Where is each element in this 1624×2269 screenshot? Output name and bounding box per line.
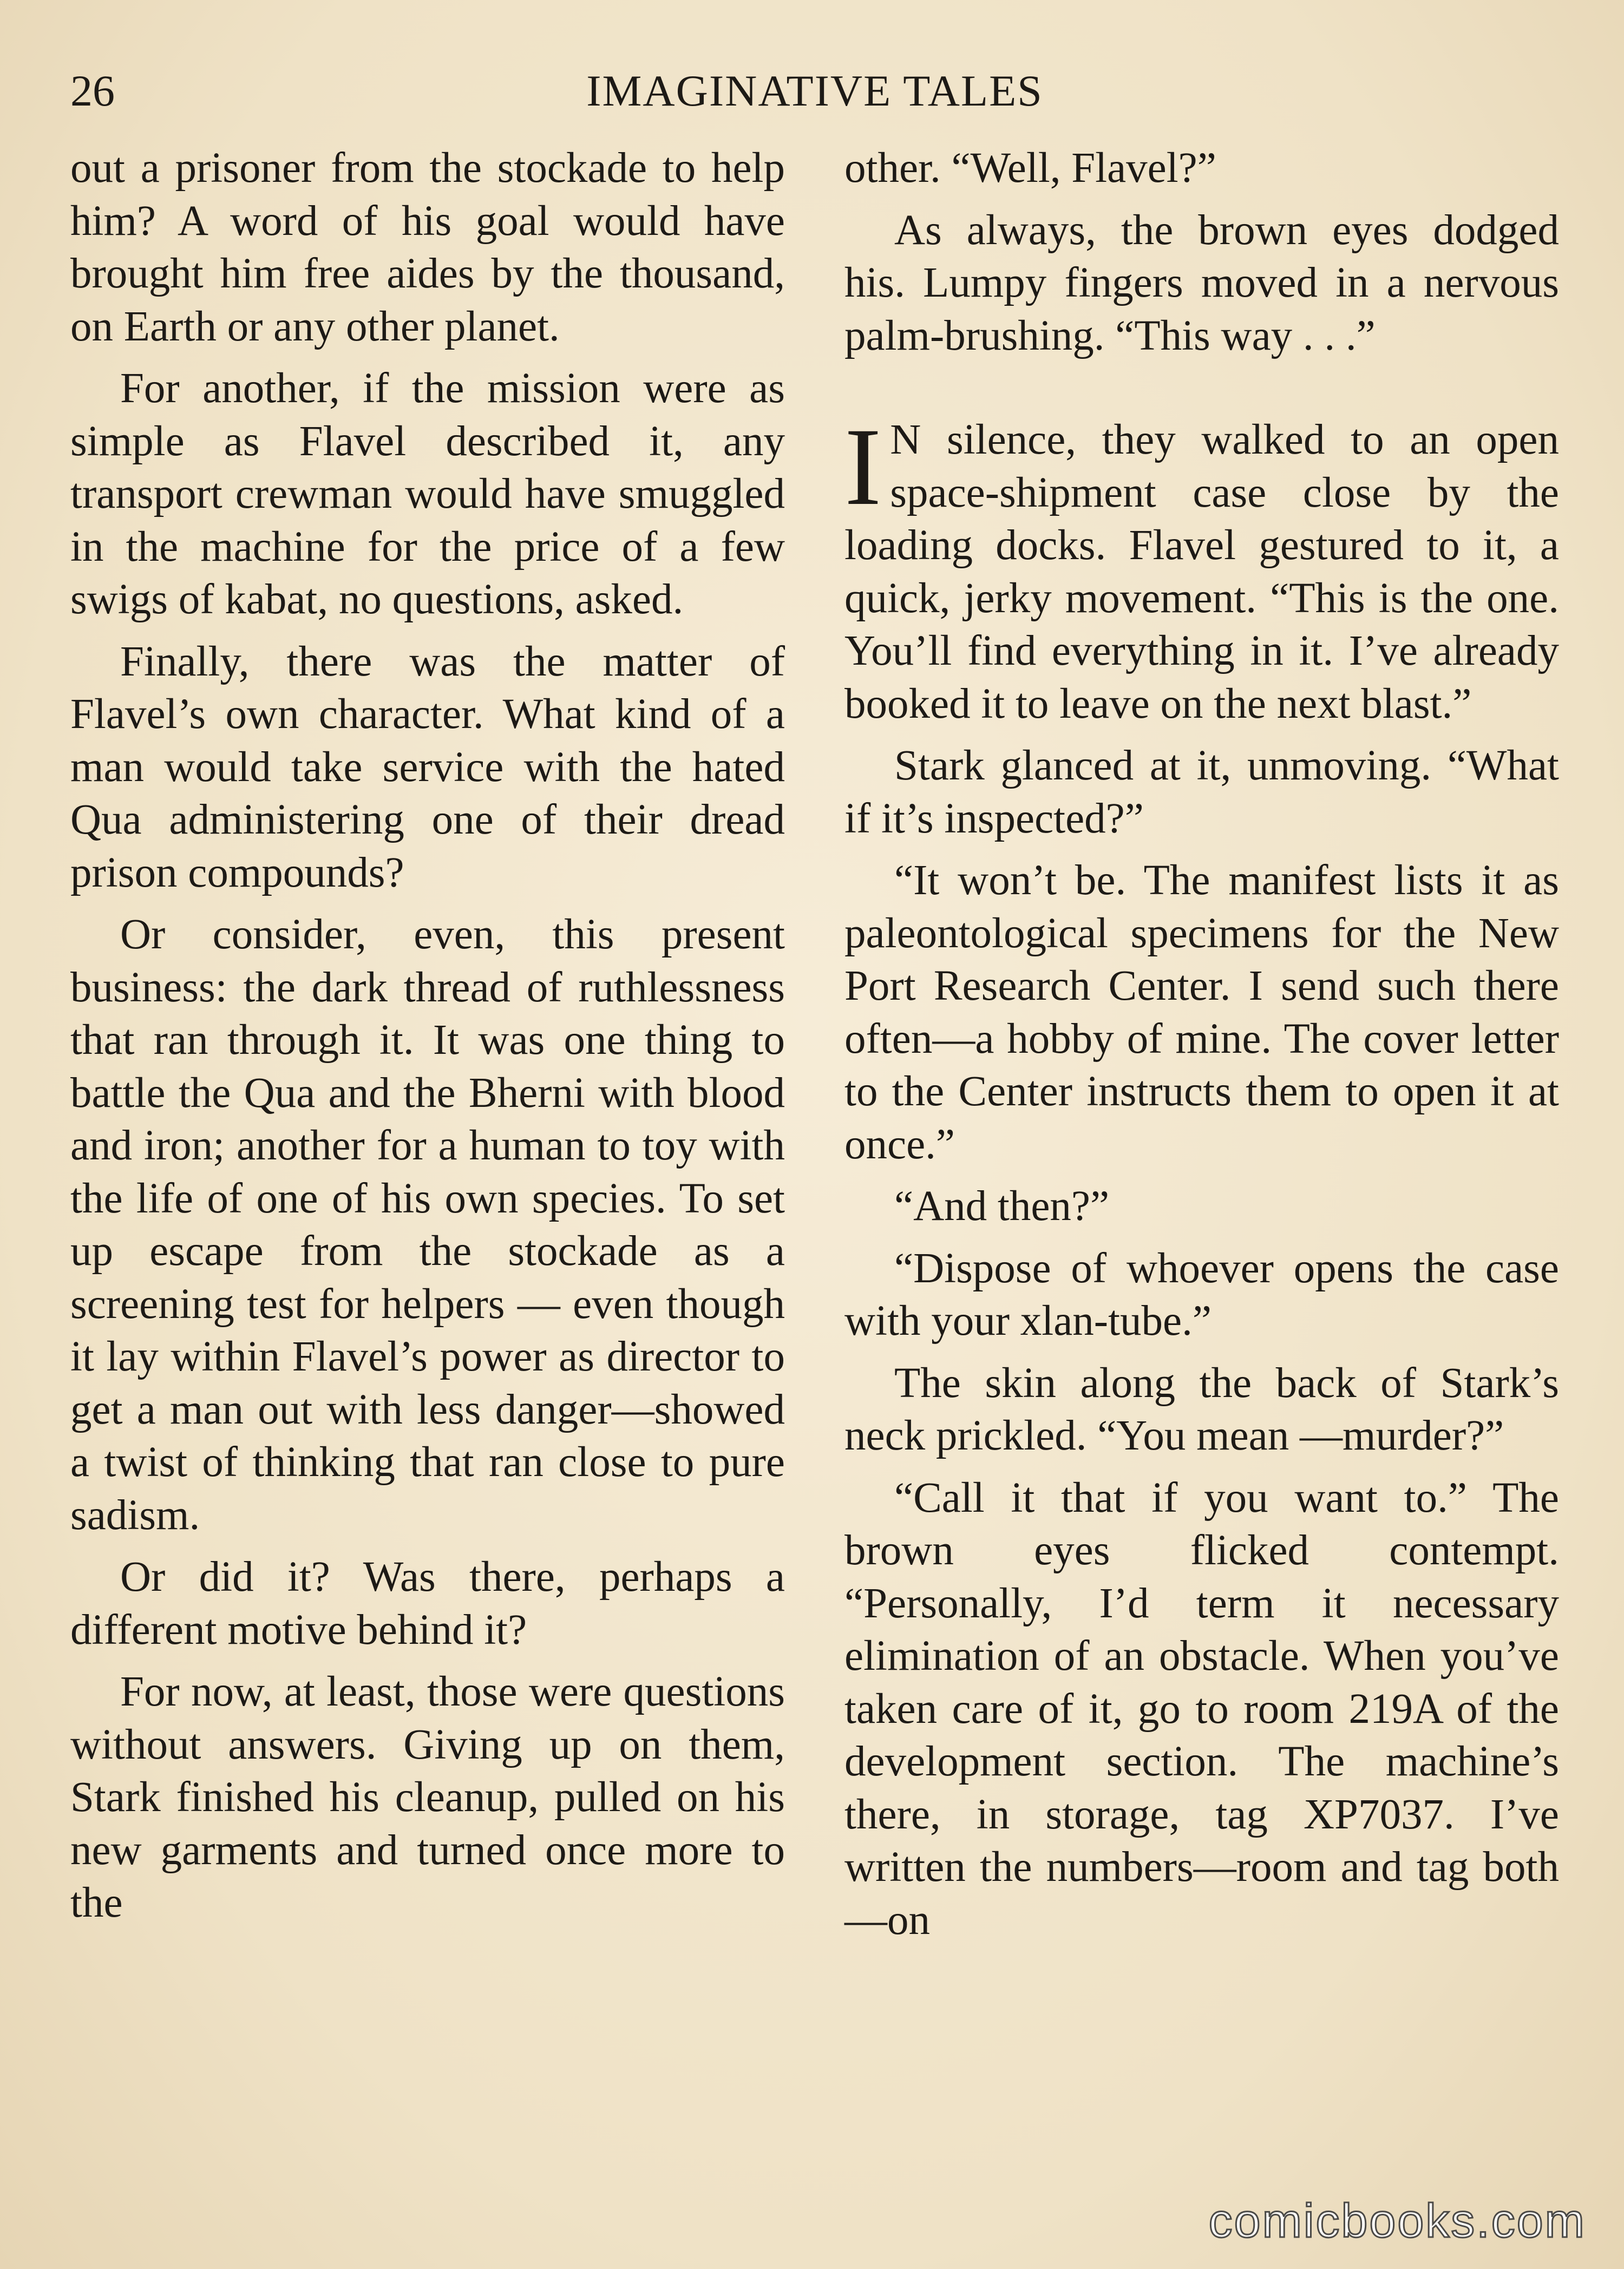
magazine-title: IMAGINATIVE TALES <box>586 66 1043 115</box>
paragraph: For now, at least, those were questions without answers. Giving up on them, Stark finished his cleanup, pulled on his new garments and turned once more to the <box>70 1668 785 1926</box>
paragraph: “Dispose of whoever opens the case with your xlan-tube.” <box>844 1244 1559 1345</box>
paragraph: Or did it? Was there, perhaps a different motive behind it? <box>70 1553 785 1654</box>
section-opening-text: N silence, they walked to an open space-shipment case close by the loading docks. Flavel gestured to it, a quick, jerky movement. “This is the one. You’ll find everything in it. I’ve already booked it to leave on the next blast.” <box>844 416 1559 727</box>
section-opening-paragraph <box>844 405 1559 730</box>
paragraph: For another, if the mission were as simple as Flavel described it, any transport crewman would have smuggled in the machine for the price of a few swigs of kabat, no questions, asked. <box>70 365 785 623</box>
left-column <box>70 142 785 1939</box>
paragraph: The skin along the back of Stark’s neck prickled. “You mean —murder?” <box>844 1359 1559 1459</box>
paragraph: “Call it that if you want to.” The brown eyes flicked contempt. “Personally, I’d term it necessary elimination of an obstacle. When you’ve taken care of it, go to room 219A of the development section. The machine’s there, in storage, tag XP7037. I’ve written the numbers—room and tag both—on <box>844 1474 1559 1944</box>
paragraph: “It won’t be. The manifest lists it as paleontological specimens for the New Port Research Center. I send such there often—a hobby of mine. The cover letter to the Center instructs them to open it at once.” <box>844 857 1559 1168</box>
paragraph: Stark glanced at it, unmoving. “What if it’s inspected?” <box>844 742 1559 842</box>
watermark: comicbooks.com <box>1208 2194 1586 2247</box>
paragraph: Or consider, even, this present business: the dark thread of ruthlessness that ran through it. It was one thing to battle the Qua and the Bherni with blood and iron; another for a human to toy with the life of one of his own species. To set up escape from the stockade as a screening test for helpers — even though it lay within Flavel’s power as director to get a man out with less danger—showed a twist of thinking that ran close to pure sadism. <box>70 911 785 1539</box>
paragraph: “And then?” <box>894 1183 1110 1230</box>
drop-cap: I <box>844 405 882 528</box>
page-number: 26 <box>70 66 115 115</box>
paragraph: out a prisoner from the stockade to help him? A word of his goal would have brought him free aides by the thousand, on Earth or any other planet. <box>70 145 785 350</box>
paragraph: As always, the brown eyes dodged his. Lumpy fingers moved in a nervous palm-brushing. “This way . . .” <box>844 206 1559 359</box>
paragraph: other. “Well, Flavel?” <box>844 145 1216 192</box>
page-header <box>70 58 1559 123</box>
paragraph: Finally, there was the matter of Flavel’s own character. What kind of a man would take service with the hated Qua administering one of their dread prison compounds? <box>70 638 785 896</box>
right-column <box>844 142 1559 1956</box>
